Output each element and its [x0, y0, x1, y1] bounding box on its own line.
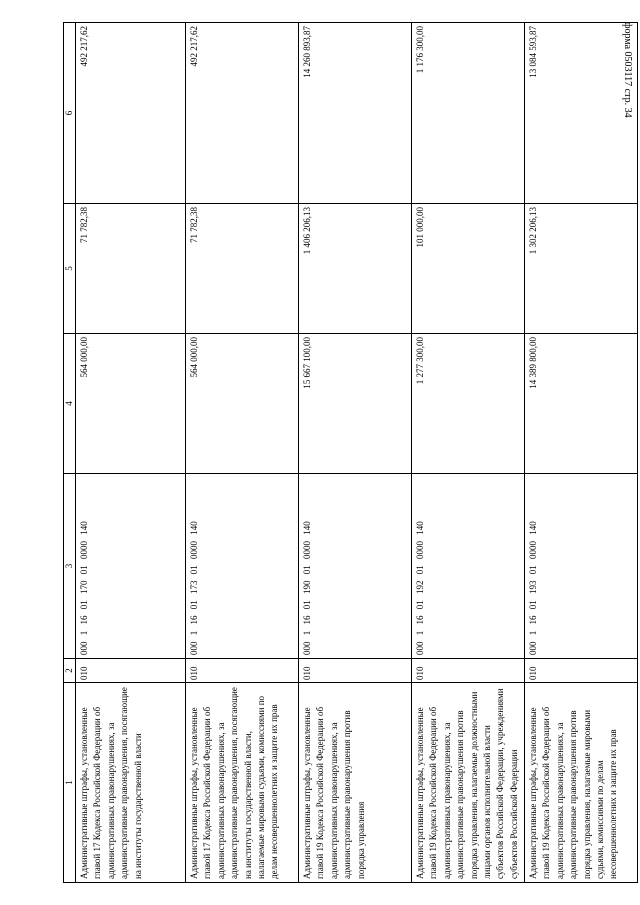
income-table [63, 22, 638, 883]
report-page [63, 23, 619, 883]
unexecuted-amount: 13 084 593,87 [525, 23, 638, 204]
table-row [412, 23, 525, 883]
column-number: 5 [64, 204, 76, 334]
budget-classification-code: 000 1 16 01 193 01 0000 140 [525, 474, 638, 659]
column-number-row [64, 23, 76, 883]
approved-amount: 1 277 300,00 [412, 334, 525, 474]
approved-amount: 15 667 100,00 [299, 334, 412, 474]
table-row [76, 23, 186, 883]
budget-classification-code: 000 1 16 01 190 01 0000 140 [299, 474, 412, 659]
column-number: 6 [64, 23, 76, 204]
income-name: Административные штрафы, установленные главой 17 Кодекса Российской Федерации об административных правонарушениях, за административные правонарушения, посягающие на институты государственной власти [76, 683, 186, 883]
unexecuted-amount: 1 176 300,00 [412, 23, 525, 204]
executed-amount: 71 782,38 [186, 204, 299, 334]
column-number: 2 [64, 659, 76, 683]
column-number: 1 [64, 683, 76, 883]
line-code: 010 [525, 659, 638, 683]
budget-classification-code: 000 1 16 01 170 01 0000 140 [76, 474, 186, 659]
income-name: Административные штрафы, установленные главой 17 Кодекса Российской Федерации об административных правонарушениях, за административные правонарушения, посягающие на институты государственной власти, налагаемые мировыми судьями, комиссиями по делам несовершеннолетних и защите их прав [186, 683, 299, 883]
executed-amount: 1 406 206,13 [299, 204, 412, 334]
line-code: 010 [186, 659, 299, 683]
income-name: Административные штрафы, установленные главой 19 Кодекса Российской Федерации об административных правонарушениях, за административные правонарушения против порядка управления, налагаемые должностными лицами органов исполнительной власти субъектов Российской Федерации, учреждениями субъектов Российской Федерации [412, 683, 525, 883]
approved-amount: 564 000,00 [76, 334, 186, 474]
table-row [186, 23, 299, 883]
unexecuted-amount: 14 260 893,87 [299, 23, 412, 204]
unexecuted-amount: 492 217,62 [186, 23, 299, 204]
column-number: 4 [64, 334, 76, 474]
income-name: Административные штрафы, установленные главой 19 Кодекса Российской Федерации об административных правонарушениях, за административные правонарушения против порядка управления [299, 683, 412, 883]
budget-classification-code: 000 1 16 01 192 01 0000 140 [412, 474, 525, 659]
approved-amount: 14 389 800,00 [525, 334, 638, 474]
table-row [525, 23, 638, 883]
executed-amount: 71 782,38 [76, 204, 186, 334]
line-code: 010 [76, 659, 186, 683]
unexecuted-amount: 492 217,62 [76, 23, 186, 204]
executed-amount: 1 302 206,13 [525, 204, 638, 334]
form-reference: форма 0503117 стр. 34 [622, 22, 633, 118]
income-name: Административные штрафы, установленные главой 19 Кодекса Российской Федерации об административных правонарушениях, за административные правонарушения против порядка управления, налагаемые мировыми судьями, комиссиями по делам несовершеннолетних и защите их прав [525, 683, 638, 883]
budget-classification-code: 000 1 16 01 173 01 0000 140 [186, 474, 299, 659]
line-code: 010 [412, 659, 525, 683]
table-row [299, 23, 412, 883]
approved-amount: 564 000,00 [186, 334, 299, 474]
executed-amount: 101 000,00 [412, 204, 525, 334]
line-code: 010 [299, 659, 412, 683]
column-number: 3 [64, 474, 76, 659]
